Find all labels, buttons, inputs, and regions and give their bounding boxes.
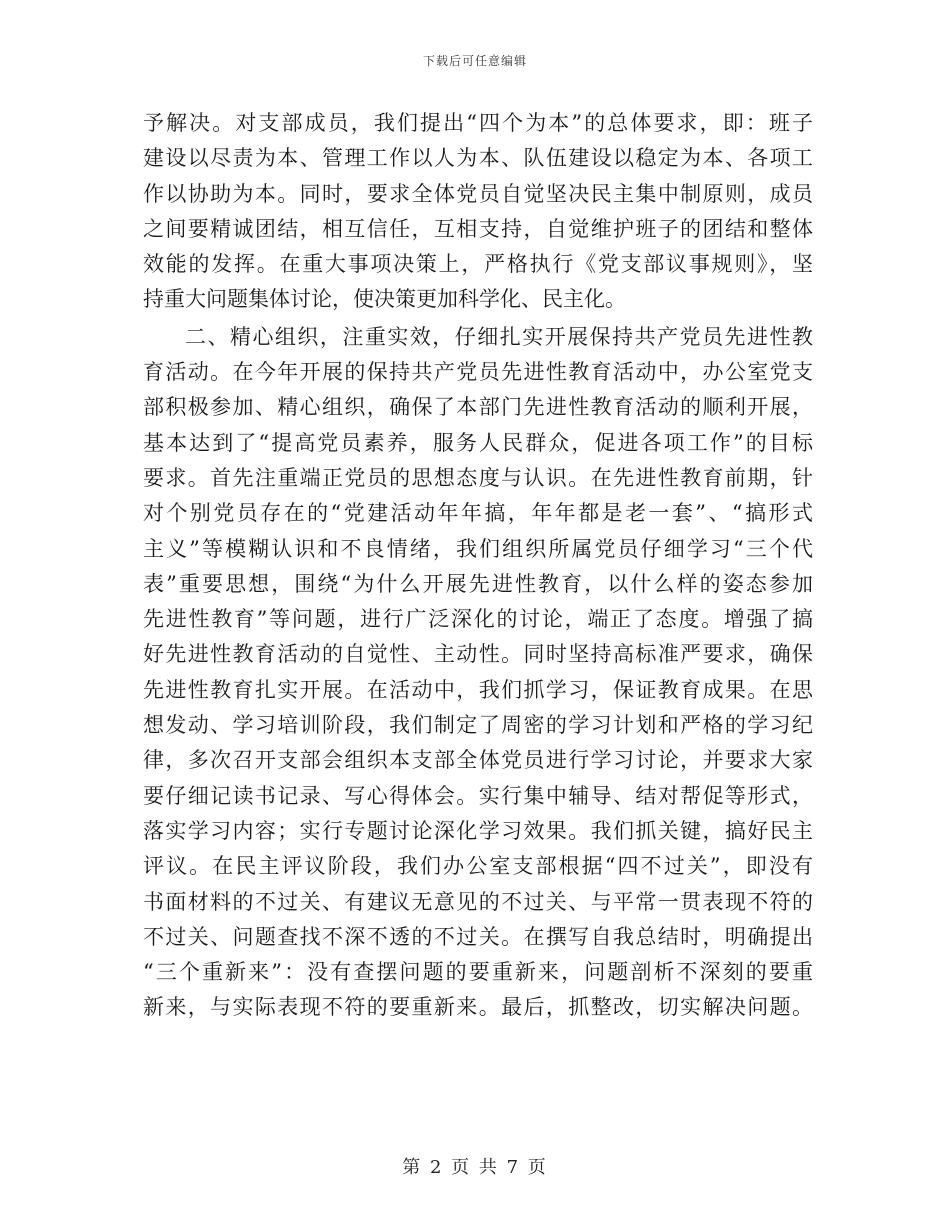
- text-line: 新来，与实际表现不符的要重新来。最后，抓整改，切实解决问题。: [143, 995, 813, 1020]
- text-line: 建设以尽责为本、管理工作以人为本、队伍建设以稳定为本、各项工: [143, 146, 813, 171]
- paragraph: [143, 106, 813, 318]
- text-line: 予解决。对支部成员，我们提出“四个为本”的总体要求，即：班子: [143, 111, 813, 135]
- text-line: 不过关、问题查找不深不透的不过关。在撰写自我总结时，明确提出: [143, 924, 813, 949]
- text-line: 落实学习内容；实行专题讨论深化学习效果。我们抓关键，搞好民主: [143, 818, 813, 843]
- text-line: 效能的发挥。在重大事项决策上，严格执行《党支部议事规则》，坚: [143, 252, 813, 277]
- text-line: 之间要精诚团结，相互信任，互相支持，自觉维护班子的团结和整体: [143, 216, 813, 241]
- text-line: 二、精心组织，注重实效，仔细扎实开展保持共产党员先进性教: [185, 324, 813, 349]
- document-body: [143, 106, 813, 1026]
- text-line: 基本达到了“提高党员素养，服务人民群众，促进各项工作”的目标: [143, 430, 813, 455]
- text-line: 律，多次召开支部会组织本支部全体党员进行学习讨论，并要求大家: [143, 748, 813, 773]
- text-line: 评议。在民主评议阶段，我们办公室支部根据“四不过关”，即没有: [143, 854, 813, 879]
- text-line: 要求。首先注重端正党员的思想态度与认识。在先进性教育前期，针: [143, 465, 813, 490]
- text-line: 书面材料的不过关、有建议无意见的不过关、与平常一贯表现不符的: [143, 889, 813, 914]
- page-header-note: 下载后可任意编辑: [422, 54, 527, 68]
- text-line: 先进性教育”等问题，进行广泛深化的讨论，端正了态度。增强了搞: [143, 607, 813, 632]
- text-line: 先进性教育扎实开展。在活动中，我们抓学习，保证教育成果。在思: [143, 677, 813, 702]
- text-line: 想发动、学习培训阶段，我们制定了周密的学习计划和严格的学习纪: [143, 713, 813, 738]
- text-line: 对个别党员存在的“党建活动年年搞，年年都是老一套”、“搞形式: [143, 501, 813, 526]
- text-line: 要仔细记读书记录、写心得体会。实行集中辅导、结对帮促等形式，: [143, 783, 813, 808]
- text-line: 主义”等模糊认识和不良情绪，我们组织所属党员仔细学习“三个代: [143, 536, 813, 561]
- text-line: 育活动。在今年开展的保持共产党员先进性教育活动中，办公室党支: [143, 360, 813, 385]
- text-line: 部积极参加、精心组织，确保了本部门先进性教育活动的顺利开展，: [143, 395, 813, 420]
- text-line: 作以协助为本。同时，要求全体党员自觉坚决民主集中制原则，成员: [143, 181, 813, 206]
- text-line: “三个重新来”：没有查摆问题的要重新来，问题剖析不深刻的要重: [143, 960, 813, 985]
- paragraph: [143, 320, 813, 1026]
- text-line: 持重大问题集体讨论，使决策更加科学化、民主化。: [143, 287, 626, 312]
- page-number-footer: 第 2 页 共 7 页: [402, 1157, 548, 1178]
- text-line: 表”重要思想，围绕“为什么开展先进性教育，以什么样的姿态参加: [143, 571, 813, 596]
- text-line: 好先进性教育活动的自觉性、主动性。同时坚持高标准严要求，确保: [143, 642, 813, 667]
